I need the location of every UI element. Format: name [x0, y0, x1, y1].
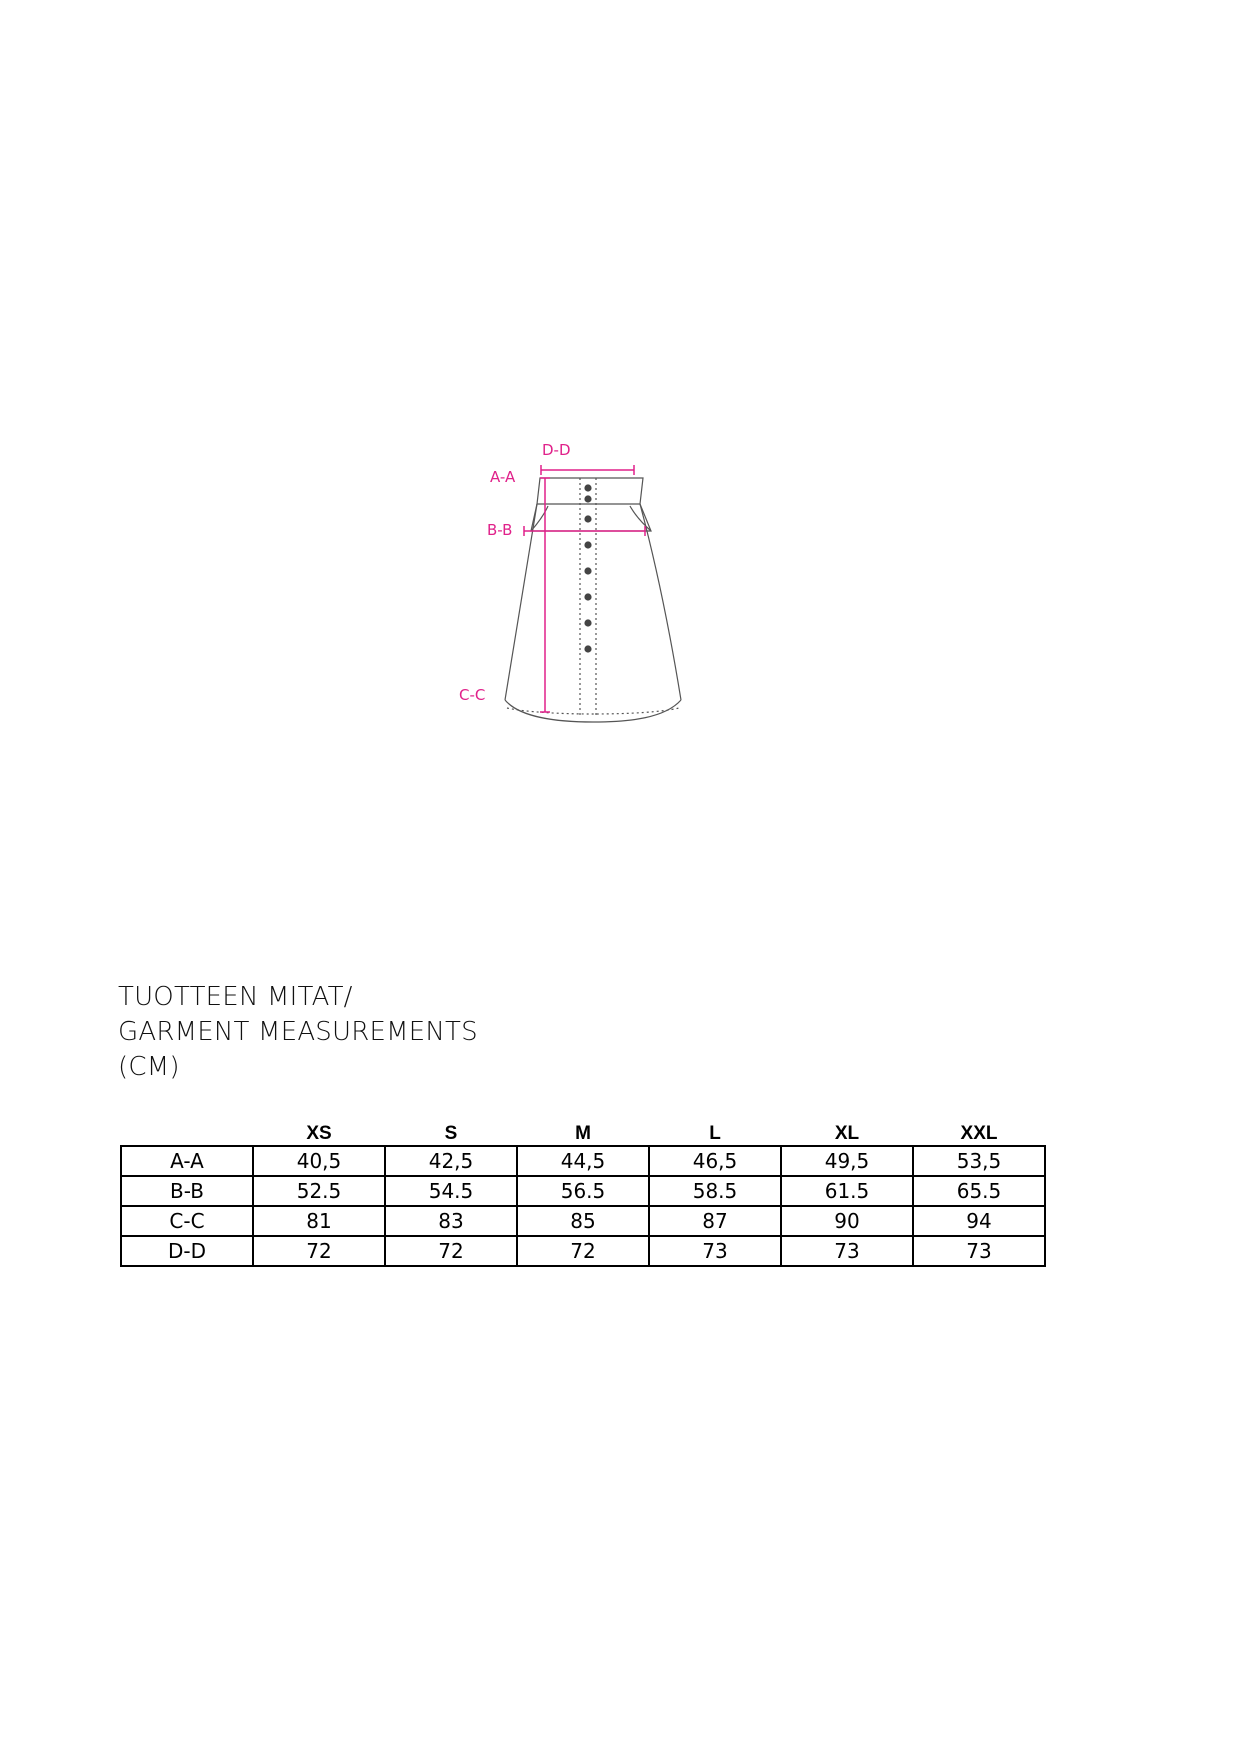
size-header-s: S [444, 1123, 458, 1144]
right-pocket [630, 506, 651, 531]
label-bb: B-B [487, 521, 513, 539]
table-row [121, 1236, 1045, 1266]
table-cell: 72 [517, 1236, 649, 1266]
label-aa: A-A [490, 468, 516, 486]
button-dot [584, 619, 591, 626]
button-dot [584, 541, 591, 548]
table-cell: 85 [517, 1206, 649, 1236]
button-group [584, 484, 591, 652]
table-row [121, 1206, 1045, 1236]
table-cell: 42,5 [385, 1146, 517, 1176]
title-line-2: GARMENT MEASUREMENTS [118, 1017, 478, 1047]
size-header-row [121, 1119, 1045, 1146]
button-dot [584, 645, 591, 652]
size-header-xs: XS [306, 1123, 332, 1144]
right-side-seam [640, 504, 681, 700]
button-dot [584, 515, 591, 522]
header-corner [121, 1119, 253, 1146]
table-cell: 44,5 [517, 1146, 649, 1176]
row-label: D-D [121, 1236, 253, 1266]
size-table [120, 1119, 1046, 1267]
table-cell: 58.5 [649, 1176, 781, 1206]
label-dd: D-D [542, 441, 571, 459]
table-cell: 56.5 [517, 1176, 649, 1206]
size-header-m: M [575, 1123, 591, 1144]
table-cell: 73 [913, 1236, 1045, 1266]
table-cell: 53,5 [913, 1146, 1045, 1176]
skirt-outline [505, 478, 681, 722]
table-cell: 73 [781, 1236, 913, 1266]
table-row [121, 1176, 1045, 1206]
table-cell: 52.5 [253, 1176, 385, 1206]
size-header-xxl: XXL [960, 1123, 998, 1144]
measurement-lines [524, 465, 645, 712]
table-cell: 72 [253, 1236, 385, 1266]
button-dot [584, 593, 591, 600]
hem [505, 700, 681, 722]
table-cell: 65.5 [913, 1176, 1045, 1206]
label-cc: C-C [459, 686, 486, 704]
title-line-3: (CM) [118, 1052, 180, 1082]
table-cell: 90 [781, 1206, 913, 1236]
hem-stitching [507, 708, 679, 714]
table-cell: 83 [385, 1206, 517, 1236]
table-cell: 54.5 [385, 1176, 517, 1206]
table-cell: 40,5 [253, 1146, 385, 1176]
title-line-1: TUOTTEEN MITAT/ [118, 982, 353, 1012]
table-cell: 46,5 [649, 1146, 781, 1176]
table-cell: 87 [649, 1206, 781, 1236]
row-label: B-B [121, 1176, 253, 1206]
table-row [121, 1146, 1045, 1176]
row-label: C-C [121, 1206, 253, 1236]
table-cell: 94 [913, 1206, 1045, 1236]
table-cell: 73 [649, 1236, 781, 1266]
size-header-l: L [709, 1123, 721, 1144]
button-dot [584, 484, 591, 491]
measurements-title [118, 980, 478, 1085]
button-dot [584, 495, 591, 502]
table-cell: 81 [253, 1206, 385, 1236]
table-cell: 61.5 [781, 1176, 913, 1206]
button-dot [584, 567, 591, 574]
row-label: A-A [121, 1146, 253, 1176]
table-cell: 49,5 [781, 1146, 913, 1176]
table-cell: 72 [385, 1236, 517, 1266]
size-header-xl: XL [834, 1123, 860, 1144]
